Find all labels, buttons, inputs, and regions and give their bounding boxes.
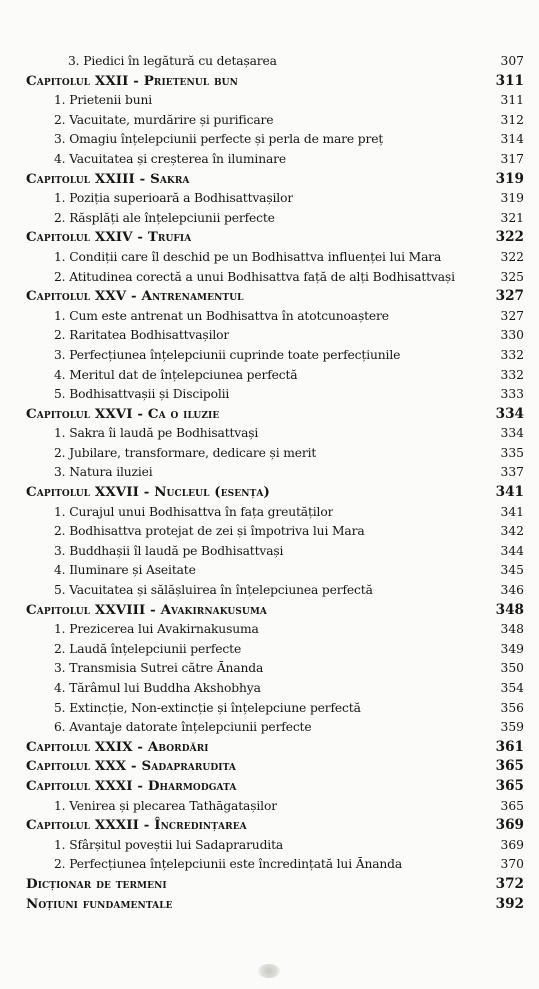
toc-entry-row <box>18 150 524 170</box>
toc-entry-row <box>18 248 524 268</box>
toc-chapter-row <box>18 757 524 777</box>
page-number: 314 <box>500 132 524 147</box>
toc-entry-row <box>18 52 524 72</box>
toc-chapter-row <box>18 405 524 425</box>
toc-chapter-row <box>18 287 524 307</box>
entry-title: 3. Omagiu înțelepciunii perfecte și perla de mare preț <box>54 132 384 147</box>
page-number: 341 <box>500 504 524 519</box>
page-number: 342 <box>500 524 524 539</box>
toc-chapter-row <box>18 777 524 797</box>
page-number: 327 <box>500 308 524 323</box>
toc-entry-row <box>18 522 524 542</box>
entry-title: 6. Avantaje datorate înțelepciunii perfecte <box>54 720 312 735</box>
page-number: 334 <box>500 426 524 441</box>
entry-title: 5. Extincție, Non-extincție și înțelepciune perfectă <box>54 700 361 715</box>
page-number: 322 <box>500 249 524 264</box>
entry-title: 4. Meritul dat de înțelepciunea perfectă <box>54 367 298 382</box>
entry-title: 1. Prietenii buni <box>54 93 153 108</box>
chapter-title: Capitolul XXIV - Trufia <box>26 229 192 246</box>
page-number: 341 <box>495 484 524 501</box>
chapter-title: Capitolul XXVII - Nucleul (esența) <box>26 484 270 501</box>
entry-title: 2. Vacuitate, murdărire și purificare <box>54 112 274 127</box>
toc-entry-row <box>18 307 524 327</box>
entry-title: 5. Bodhisattvașii și Discipolii <box>54 387 230 402</box>
toc-entry-row <box>18 561 524 581</box>
toc-entry-row <box>18 620 524 640</box>
toc-entry-row <box>18 444 524 464</box>
toc-entry-row <box>18 503 524 523</box>
entry-title: 1. Cum este antrenat un Bodhisattva în atotcunoaștere <box>54 308 389 323</box>
entry-title: 3. Transmisia Sutrei către Ānanda <box>54 661 264 676</box>
toc-entry-row <box>18 659 524 679</box>
toc-entry-row <box>18 130 524 150</box>
toc-entry-row <box>18 699 524 719</box>
entry-title: 2. Raritatea Bodhisattvașilor <box>54 328 230 343</box>
toc-entry-row <box>18 679 524 699</box>
page-number: 335 <box>500 445 524 460</box>
toc-entry-row <box>18 542 524 562</box>
page-number: 307 <box>500 54 524 68</box>
page-number: 346 <box>500 583 524 598</box>
toc-entry-row <box>18 797 524 817</box>
entry-title: 1. Sakra îi laudă pe Bodhisattvași <box>54 426 259 441</box>
entry-title: 5. Vacuitatea și sălășluirea în înțelepciunea perfectă <box>54 583 373 598</box>
page-number: 369 <box>495 817 524 834</box>
page-number: 365 <box>495 758 524 775</box>
page-number: 332 <box>500 367 524 382</box>
toc-entry-row <box>18 209 524 229</box>
page-number: 369 <box>500 837 524 852</box>
toc-chapter-row <box>18 72 524 92</box>
chapter-title: Capitolul XXV - Antrenamentul <box>26 288 244 305</box>
toc-entry-row <box>18 385 524 405</box>
page-number: 332 <box>500 347 524 362</box>
toc-chapter-row <box>18 875 524 895</box>
entry-title: 1. Venirea și plecarea Tathāgatașilor <box>54 798 277 813</box>
toc-entry-row <box>18 855 524 875</box>
page-number: 317 <box>500 151 524 166</box>
chapter-title: Capitolul XXVI - Ca o iluzie <box>26 405 220 422</box>
page-number: 350 <box>500 661 524 676</box>
page-number: 392 <box>495 895 524 912</box>
chapter-title: Noțiuni fundamentale <box>26 895 173 912</box>
chapter-title: Dicționar de termeni <box>26 875 167 892</box>
page-number: 354 <box>500 681 524 695</box>
page-number: 370 <box>500 857 524 872</box>
toc-entry-row <box>18 268 524 288</box>
page-number: 348 <box>495 601 524 618</box>
chapter-title: Capitolul XXXI - Dharmodgata <box>26 777 237 794</box>
toc-entry-row <box>18 463 524 483</box>
toc-entry-row <box>18 91 524 111</box>
page-number: 344 <box>500 543 524 558</box>
entry-title: 1. Sfârșitul poveștii lui Sadaprarudita <box>54 837 284 852</box>
page-number: 333 <box>500 387 524 402</box>
page-number: 345 <box>500 563 524 578</box>
page-number: 365 <box>500 798 524 813</box>
page-number: 365 <box>495 777 524 794</box>
page-number: 312 <box>500 112 524 127</box>
entry-title: 3. Buddhașii îl laudă pe Bodhisattvași <box>54 543 284 558</box>
entry-title: 4. Iluminare și Aseitate <box>54 563 196 578</box>
page-number: 330 <box>500 328 524 343</box>
chapter-title: Capitolul XXIII - Sakra <box>26 170 190 187</box>
page-number: 319 <box>495 170 524 187</box>
entry-title: 1. Curajul unui Bodhisattva în fața greutăților <box>54 504 334 519</box>
chapter-title: Capitolul XXXII - Încredințarea <box>26 817 247 834</box>
toc-entry-row <box>18 640 524 660</box>
toc-chapter-row <box>18 483 524 503</box>
page-number: 322 <box>495 229 524 246</box>
entry-title: 3. Perfecțiunea înțelepciunii cuprinde toate perfecțiunile <box>54 347 401 362</box>
entry-title: 2. Jubilare, transformare, dedicare și merit <box>54 445 317 460</box>
entry-title: 2. Perfecțiunea înțelepciunii este încredințată lui Ānanda <box>54 857 403 872</box>
page-number: 356 <box>500 700 524 715</box>
page-number: 325 <box>500 269 524 284</box>
table-of-contents <box>18 52 524 914</box>
toc-entry-row <box>18 424 524 444</box>
entry-title: 3. Piedici în legătură cu detașarea <box>68 54 277 68</box>
entry-title: 2. Bodhisattva protejat de zei și împotriva lui Mara <box>54 524 365 539</box>
toc-chapter-row <box>18 816 524 836</box>
toc-entry-row <box>18 346 524 366</box>
toc-chapter-row <box>18 895 524 915</box>
entry-title: 1. Poziția superioară a Bodhisattvașilor <box>54 191 294 206</box>
entry-title: 3. Natura iluziei <box>54 465 153 480</box>
page-number: 334 <box>495 405 524 422</box>
toc-chapter-row <box>18 170 524 190</box>
entry-title: 4. Vacuitatea și creșterea în iluminare <box>54 151 287 166</box>
page-number: 348 <box>500 622 524 637</box>
entry-title: 1. Condiții care îl deschid pe un Bodhisattva influenței lui Mara <box>54 249 442 264</box>
toc-entry-row <box>18 366 524 386</box>
toc-chapter-row <box>18 228 524 248</box>
entry-title: 1. Prezicerea lui Avakirnakusuma <box>54 622 259 637</box>
page-number: 327 <box>495 288 524 305</box>
chapter-title: Capitolul XXIX - Abordări <box>26 738 209 755</box>
page-number: 311 <box>495 72 524 89</box>
toc-entry-row <box>18 836 524 856</box>
page-ornament <box>258 964 280 978</box>
chapter-title: Capitolul XXVIII - Avakirnakusuma <box>26 601 267 618</box>
toc-entry-row <box>18 581 524 601</box>
toc-entry-row <box>18 718 524 738</box>
chapter-title: Capitolul XXII - Prietenul bun <box>26 72 238 89</box>
entry-title: 2. Răsplăți ale înțelepciunii perfecte <box>54 210 275 225</box>
chapter-title: Capitolul XXX - Sadaprarudita <box>26 758 236 775</box>
toc-entry-row <box>18 189 524 209</box>
page-number: 311 <box>500 93 524 108</box>
toc-chapter-row <box>18 601 524 621</box>
page-number: 321 <box>500 210 524 225</box>
toc-entry-row <box>18 326 524 346</box>
entry-title: 4. Tărâmul lui Buddha Akshobhya <box>54 681 261 695</box>
page-number: 337 <box>500 465 524 480</box>
entry-title: 2. Atitudinea corectă a unui Bodhisattva față de alți Bodhisattvași <box>54 269 455 284</box>
toc-chapter-row <box>18 738 524 758</box>
entry-title: 2. Laudă înțelepciunii perfecte <box>54 641 242 656</box>
page-number: 372 <box>495 875 524 892</box>
page-number: 349 <box>500 641 524 656</box>
toc-entry-row <box>18 111 524 131</box>
page-number: 319 <box>500 191 524 206</box>
page-number: 361 <box>495 738 524 755</box>
page-number: 359 <box>500 720 524 735</box>
